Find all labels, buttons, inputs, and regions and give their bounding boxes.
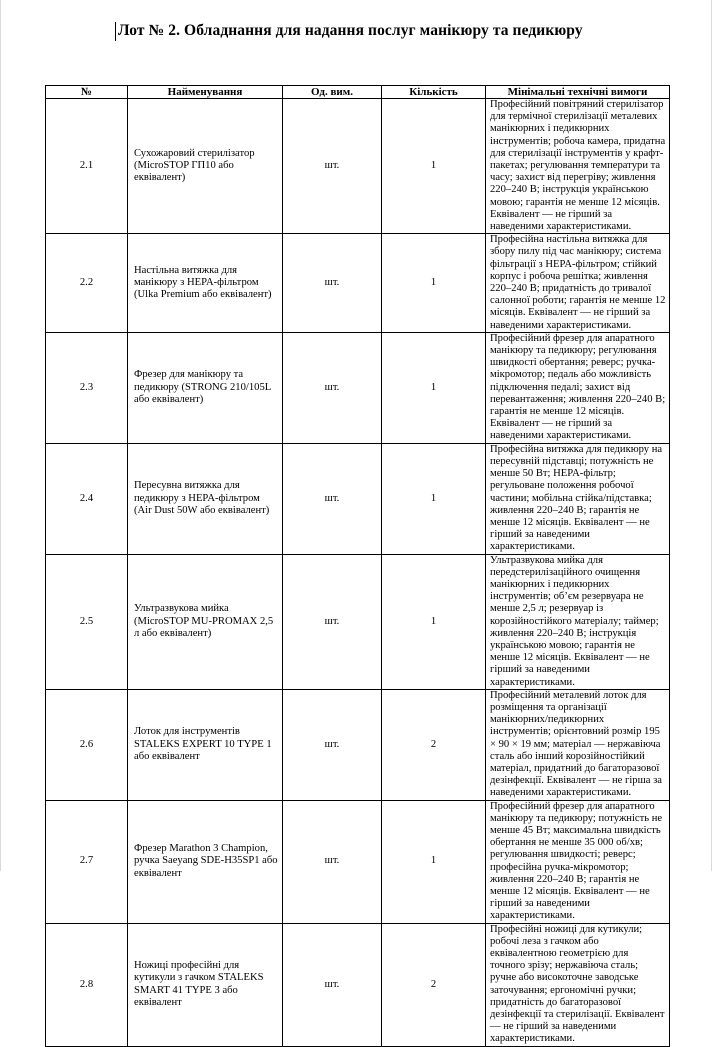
row-quantity: 2 <box>382 689 486 800</box>
row-quantity: 1 <box>382 234 486 333</box>
row-unit: шт. <box>283 99 382 234</box>
row-name: Лоток для інструментів STALEKS EXPERT 10 TYPE 1 або еквівалент <box>128 689 283 800</box>
row-requirements: Професійний повітряний стерилізатор для термічної стерилізації металевих манікюрних і педикюрних інструментів; робоча камера, придатна для стерилізації інструментів у крафт-пакетах; регулювання температури та часу; захист від перегріву; живлення 220–240 В; інструкція українською мовою; гарантія не менше 12 місяців. Еквівалент — не гірший за наведеними характеристиками. <box>486 99 670 234</box>
header-unit: Од. вим. <box>283 86 382 99</box>
header-number: № <box>46 86 128 99</box>
table-header-row <box>46 86 670 99</box>
lot-title: Лот № 2. Обладнання для надання послуг манікюру та педикюру <box>118 22 583 39</box>
row-quantity: 1 <box>382 800 486 923</box>
row-quantity: 1 <box>382 554 486 689</box>
table-row <box>46 234 670 333</box>
row-number: 2.4 <box>46 443 128 554</box>
table-row <box>46 99 670 234</box>
table-row <box>46 554 670 689</box>
row-name: Пересувна витяжка для педикюру з HEPA-фільтром (Air Dust 50W або еквівалент) <box>128 443 283 554</box>
text-cursor <box>115 22 116 41</box>
row-quantity: 1 <box>382 332 486 443</box>
row-requirements: Професійна настільна витяжка для збору пилу під час манікюру; система фільтрації з HEPA-фільтром; стійкий корпус і робоча решітка; живлення 220–240 В; придатність до тривалої салонної роботи; гарантія не менше 12 місяців. Еквівалент — не гірший за наведеними характеристиками. <box>486 234 670 333</box>
row-number: 2.8 <box>46 923 128 1046</box>
row-name: Сухожаровий стерилізатор (MicroSTOP ГП10 або еквівалент) <box>128 99 283 234</box>
row-name: Ультразвукова мийка (MicroSTOP MU-PROMAX 2,5 л або еквівалент) <box>128 554 283 689</box>
header-requirements: Мінімальні технічні вимоги <box>486 86 670 99</box>
row-number: 2.1 <box>46 99 128 234</box>
header-name: Найменування <box>128 86 283 99</box>
row-requirements: Професійний фрезер для апаратного манікюру та педикюру; потужність не менше 45 Вт; максимальна швидкість обертання не менше 35 000 об/хв; регулювання швидкості; реверс; професійна ручка-мікромотор; живлення 220–240 В; гарантія не менше 12 місяців. Еквівалент — не гірший за наведеними характеристиками. <box>486 800 670 923</box>
table-row <box>46 689 670 800</box>
table-row <box>46 443 670 554</box>
row-name: Фрезер Marathon 3 Champion, ручка Saeyang SDE-H35SP1 або еквівалент <box>128 800 283 923</box>
row-requirements: Професійні ножиці для кутикули; робочі леза з гачком або еквівалентною геометрією для точного зрізу; нержавіюча сталь; ручне або високоточне заводське заточування; ергономічні ручки; придатність до багаторазової дезінфекції та стерилізації. Еквівалент — не гірший за наведеними характеристиками. <box>486 923 670 1046</box>
row-name: Ножиці професійні для кутикули з гачком STALEKS SMART 41 TYPE 3 або еквівалент <box>128 923 283 1046</box>
row-unit: шт. <box>283 554 382 689</box>
row-number: 2.5 <box>46 554 128 689</box>
row-number: 2.6 <box>46 689 128 800</box>
row-number: 2.2 <box>46 234 128 333</box>
row-unit: шт. <box>283 332 382 443</box>
row-name: Настільна витяжка для манікюру з HEPA-фільтром (Ulka Premium або еквівалент) <box>128 234 283 333</box>
row-unit: шт. <box>283 923 382 1046</box>
row-quantity: 2 <box>382 923 486 1046</box>
row-requirements: Професійний металевий лоток для розміщення та організації манікюрних/педикюрних інструментів; орієнтовний розмір 195 × 90 × 19 мм; матеріал — нержавіюча сталь або інший корозійностійкий матеріал, придатний до багаторазової дезінфекції. Еквівалент — не гірша за наведеними характеристиками. <box>486 689 670 800</box>
row-quantity: 1 <box>382 99 486 234</box>
row-requirements: Ультразвукова мийка для передстерилізаційного очищення манікюрних і педикюрних інструментів; об’єм резервуара не менше 2,5 л; резервуар із корозійностійкого матеріалу; таймер; живлення 220–240 В; інструкція українською мовою; гарантія не менше 12 місяців. Еквівалент — не гірший за наведеними характеристиками. <box>486 554 670 689</box>
row-requirements: Професійна витяжка для педикюру на пересувній підставці; потужність не менше 50 Вт; HEPA-фільтр; регульоване положення робочої частини; мобільна стійка/підставка; живлення 220–240 В; гарантія не менше 12 місяців. Еквівалент — не гірший за наведеними характеристиками. <box>486 443 670 554</box>
table-row <box>46 800 670 923</box>
row-number: 2.3 <box>46 332 128 443</box>
table-row <box>46 332 670 443</box>
row-quantity: 1 <box>382 443 486 554</box>
header-quantity: Кількість <box>382 86 486 99</box>
row-number: 2.7 <box>46 800 128 923</box>
row-unit: шт. <box>283 443 382 554</box>
equipment-table <box>45 85 670 1047</box>
row-name: Фрезер для манікюру та педикюру (STRONG 210/105L або еквівалент) <box>128 332 283 443</box>
row-requirements: Професійний фрезер для апаратного манікюру та педикюру; регулювання швидкості обертання; реверс; ручка-мікромотор; педаль або можливість підключення педалі; захист від перевантаження; живлення 220–240 В; гарантія не менше 12 місяців. Еквівалент — не гірший за наведеними характеристиками. <box>486 332 670 443</box>
row-unit: шт. <box>283 800 382 923</box>
table-row <box>46 923 670 1046</box>
page-border-left <box>0 0 1 871</box>
row-unit: шт. <box>283 689 382 800</box>
row-unit: шт. <box>283 234 382 333</box>
